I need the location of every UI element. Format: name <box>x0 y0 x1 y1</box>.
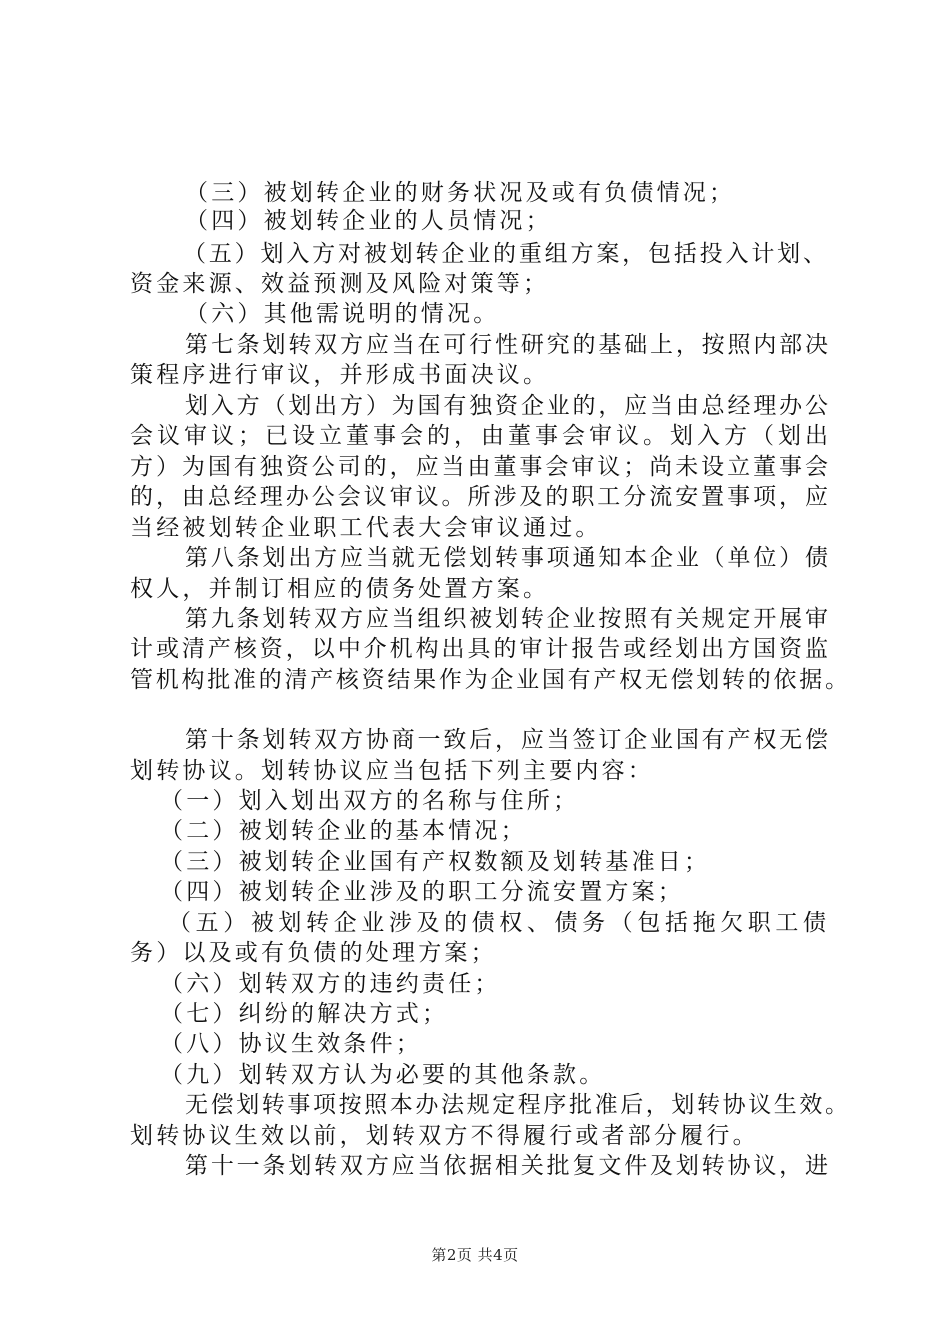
text-line: （三）被划转企业国有产权数额及划转基准日； <box>160 849 711 875</box>
text-line: （五）划入方对被划转企业的重组方案，包括投入计划、 <box>183 241 828 267</box>
text-line: 计或清产核资，以中介机构出具的审计报告或经划出方国资监 <box>130 636 830 662</box>
text-line: （六）其他需说明的情况。 <box>185 301 500 327</box>
text-line: 当经被划转企业职工代表大会审议通过。 <box>130 515 602 541</box>
text-line: 权人，并制订相应的债务处置方案。 <box>130 576 550 602</box>
text-line: 无偿划转事项按照本办法规定程序批准后，划转协议生效。 <box>185 1092 850 1118</box>
text-line: （六）划转双方的违约责任； <box>160 971 501 997</box>
text-line: 第八条划出方应当就无偿划转事项通知本企业（单位）债 <box>185 545 830 571</box>
text-line: 划入方（划出方）为国有独资企业的，应当由总经理办公 <box>185 393 830 419</box>
text-line: （四）被划转企业涉及的职工分流安置方案； <box>160 879 684 905</box>
text-line: （七）纠纷的解决方式； <box>160 1001 449 1027</box>
text-line: 务）以及或有负债的处理方案； <box>130 940 497 966</box>
text-line: 第七条划转双方应当在可行性研究的基础上，按照内部决 <box>185 332 830 358</box>
text-line: 的，由总经理办公会议审议。所涉及的职工分流安置事项，应 <box>130 484 830 510</box>
text-line: （八）协议生效条件； <box>160 1031 422 1057</box>
text-line: （五）被划转企业涉及的债权、债务（包括拖欠职工债 <box>168 910 828 936</box>
text-line: （三）被划转企业的财务状况及或有负债情况； <box>185 180 736 206</box>
text-line: 第十一条划转双方应当依据相关批复文件及划转协议，进 <box>185 1153 830 1179</box>
text-line: 管机构批准的清产核资结果作为企业国有产权无偿划转的依据。 <box>130 667 850 693</box>
text-line: （四）被划转企业的人员情况； <box>185 208 552 234</box>
text-line: 方）为国有独资公司的，应当由董事会审议；尚未设立董事会 <box>130 454 830 480</box>
text-line: 第九条划转双方应当组织被划转企业按照有关规定开展审 <box>185 606 830 632</box>
text-line: 划转协议生效以前，划转双方不得履行或者部分履行。 <box>130 1123 759 1149</box>
text-line: 策程序进行审议，并形成书面决议。 <box>130 362 550 388</box>
text-line: 第十条划转双方协商一致后，应当签订企业国有产权无偿 <box>185 727 830 753</box>
text-line: 会议审议；已设立董事会的，由董事会审议。划入方（划出 <box>130 423 830 449</box>
text-line: 划转协议。划转协议应当包括下列主要内容： <box>130 758 654 784</box>
page-number-footer: 第2页 共4页 <box>431 1246 519 1264</box>
text-line: 资金来源、效益预测及风险对策等； <box>130 271 550 297</box>
text-line: （九）划转双方认为必要的其他条款。 <box>160 1062 606 1088</box>
text-line: （二）被划转企业的基本情况； <box>160 818 527 844</box>
text-line: （一）划入划出双方的名称与住所； <box>160 788 580 814</box>
